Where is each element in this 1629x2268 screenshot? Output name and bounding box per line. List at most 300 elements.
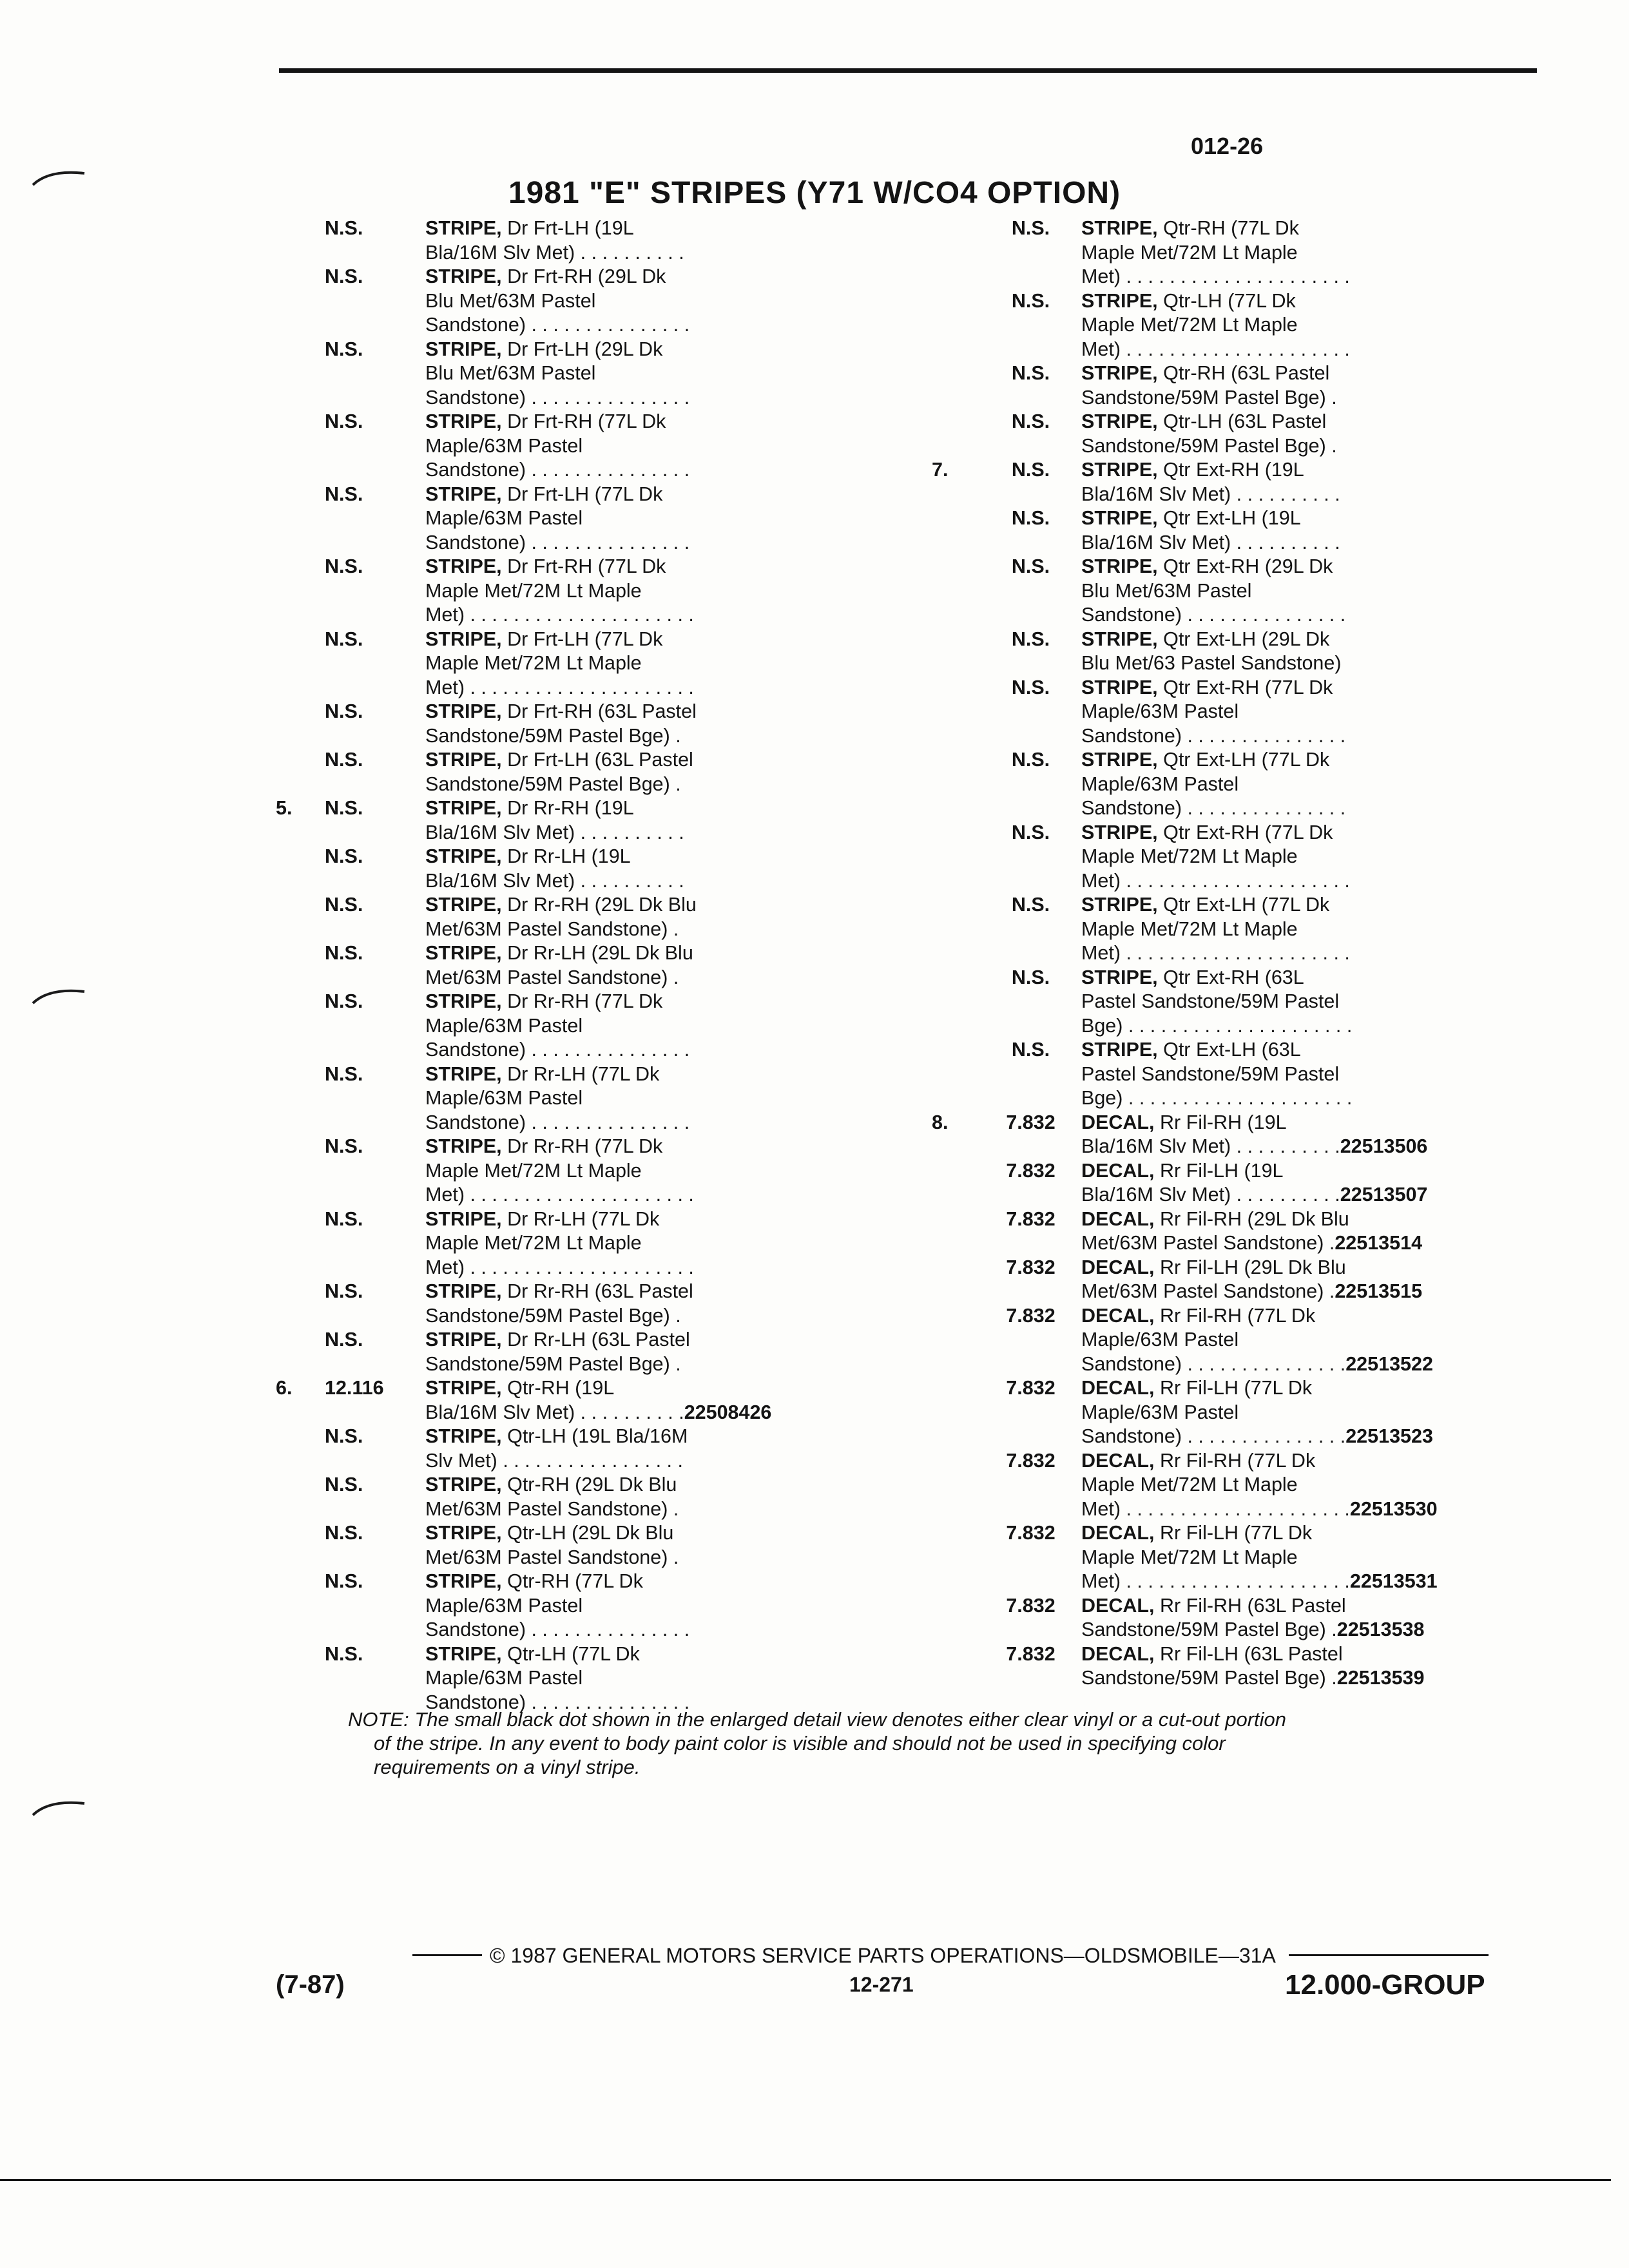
item-desc-line: Rr Fil-RH (77L Dk [1154, 1304, 1316, 1327]
item-desc-line: Maple/63M Pastel [425, 1594, 583, 1617]
part-entry [276, 410, 786, 483]
item-description [1081, 458, 1516, 506]
item-quantity-code: N.S. [1011, 410, 1050, 432]
item-desc-line: Sandstone) . . . . . . . . . . . . . . . [425, 531, 690, 553]
item-quantity-code: N.S. [1011, 821, 1050, 843]
item-ref [932, 966, 980, 1039]
item-desc-line: Qtr-LH (19L Bla/16M [501, 1425, 688, 1447]
item-desc-line: Maple/63M Pastel [1081, 1401, 1239, 1423]
item-ref [276, 893, 321, 941]
part-entry [276, 216, 786, 265]
item-quantity-code: N.S. [325, 265, 363, 287]
part-entry [276, 1280, 786, 1328]
item-desc-line: Dr Frt-RH (63L Pastel [501, 700, 697, 722]
item-keyword: STRIPE, [425, 797, 502, 819]
item-desc-line: Qtr-LH (77L Dk [1157, 289, 1296, 312]
part-entry [276, 1570, 786, 1642]
right-parts-column [932, 216, 1516, 1691]
item-desc-line: Dr Frt-LH (77L Dk [501, 483, 663, 505]
item-keyword: STRIPE, [425, 1207, 502, 1230]
part-number: 22513523 [1345, 1425, 1433, 1447]
item-keyword: STRIPE, [1081, 410, 1158, 432]
footer-rule [412, 1954, 482, 1956]
item-quantity-code: N.S. [1011, 555, 1050, 577]
item-keyword: DECAL, [1081, 1304, 1155, 1327]
part-entry [932, 1642, 1516, 1691]
part-entry [932, 1449, 1516, 1522]
part-entry [932, 1111, 1516, 1159]
item-ref: 5. [276, 797, 293, 819]
item-description [425, 628, 786, 700]
item-desc-line: Rr Fil-RH (77L Dk [1154, 1449, 1316, 1472]
top-rule [279, 68, 1537, 73]
item-ref [276, 1521, 321, 1570]
note-line: requirements on a vinyl stripe. [374, 1756, 641, 1778]
item-quantity-code: N.S. [1011, 1039, 1050, 1061]
part-entry [932, 1256, 1516, 1304]
item-keyword: STRIPE, [1081, 289, 1158, 312]
item-description [1081, 506, 1516, 555]
note [348, 1707, 1495, 1779]
item-quantity-code: 7.832 [1006, 1207, 1055, 1230]
item-quantity-code: 7.832 [1006, 1111, 1055, 1133]
part-entry [932, 748, 1516, 821]
item-keyword: STRIPE, [425, 942, 502, 964]
item-desc-line: Rr Fil-RH (19L [1154, 1111, 1287, 1133]
item-desc-line: Met) . . . . . . . . . . . . . . . . . . . . . [1081, 265, 1350, 287]
item-desc-line: Maple Met/72M Lt Maple [1081, 1546, 1298, 1568]
item-desc-line: Sandstone) . . . . . . . . . . . . . . . [1081, 1425, 1346, 1447]
item-desc-line: Blu Met/63M Pastel [1081, 579, 1252, 602]
item-desc-line: Met) . . . . . . . . . . . . . . . . . . . . . [1081, 942, 1350, 964]
item-description [425, 1328, 786, 1376]
item-desc-line: Sandstone) . . . . . . . . . . . . . . . [425, 1619, 690, 1640]
item-description [1081, 1449, 1516, 1522]
item-quantity-code: N.S. [325, 797, 363, 819]
item-desc-line: Sandstone) . . . . . . . . . . . . . . . [425, 1039, 690, 1061]
item-desc-line: Bla/16M Slv Met) . . . . . . . . . . [425, 241, 684, 264]
part-entry [932, 216, 1516, 289]
item-ref [276, 700, 321, 748]
item-keyword: STRIPE, [425, 265, 502, 287]
item-ref [932, 410, 980, 458]
item-keyword: DECAL, [1081, 1111, 1155, 1133]
item-description [425, 1062, 786, 1135]
part-entry [276, 555, 786, 628]
item-desc-line: Qtr Ext-LH (29L Dk [1157, 628, 1330, 650]
item-description [1081, 893, 1516, 966]
item-ref [932, 1159, 980, 1207]
item-desc-line: Dr Rr-RH (19L [501, 797, 634, 819]
item-desc-line: Qtr-RH (77L Dk [1157, 217, 1299, 239]
part-entry [932, 289, 1516, 362]
item-keyword: STRIPE, [425, 1474, 502, 1495]
footer-copyright: © 1987 GENERAL MOTORS SERVICE PARTS OPERATIONS—OLDSMOBILE—31A [490, 1944, 1276, 1967]
item-keyword: STRIPE, [1081, 362, 1158, 384]
part-entry [276, 700, 786, 748]
item-desc-line: Dr Rr-RH (63L Pastel [501, 1280, 693, 1302]
part-entry [932, 1038, 1516, 1111]
item-ref [932, 821, 980, 894]
footer-group: 12.000-GROUP [1285, 1969, 1485, 2001]
item-keyword: STRIPE, [1081, 507, 1158, 529]
item-desc-line: Qtr Ext-LH (77L Dk [1157, 894, 1330, 916]
item-desc-line: Dr Rr-LH (77L Dk [501, 1062, 660, 1085]
item-desc-line: Rr Fil-LH (19L [1154, 1159, 1284, 1182]
item-desc-line: Slv Met) . . . . . . . . . . . . . . . . . [425, 1449, 683, 1472]
item-desc-line: Maple Met/72M Lt Maple [1081, 1474, 1298, 1495]
page-code: 012-26 [1191, 133, 1264, 159]
item-desc-line: Maple/63M Pastel [1081, 700, 1239, 722]
page-title: 1981 "E" STRIPES (Y71 W/CO4 OPTION) [508, 176, 1121, 210]
item-description [425, 941, 786, 990]
item-desc-line: Sandstone) . . . . . . . . . . . . . . . [1081, 604, 1346, 626]
item-desc-line: Sandstone) . . . . . . . . . . . . . . . [425, 459, 690, 481]
part-entry [276, 796, 786, 845]
item-desc-line: Rr Fil-LH (63L Pastel [1154, 1642, 1343, 1665]
item-ref [932, 289, 980, 362]
item-keyword: STRIPE, [1081, 217, 1158, 239]
item-quantity-code: N.S. [325, 217, 363, 239]
item-description [425, 410, 786, 483]
item-description [425, 1376, 786, 1425]
item-ref [276, 483, 321, 555]
item-desc-line: Qtr Ext-RH (63L [1157, 966, 1304, 988]
item-keyword: STRIPE, [425, 1329, 502, 1350]
item-quantity-code: N.S. [325, 1474, 363, 1495]
part-number: 22513515 [1335, 1280, 1423, 1302]
item-keyword: STRIPE, [425, 1570, 502, 1592]
part-entry [276, 1062, 786, 1135]
item-quantity-code: N.S. [325, 1062, 363, 1085]
item-description [1081, 289, 1516, 362]
item-keyword: DECAL, [1081, 1207, 1155, 1230]
item-description [1081, 555, 1516, 628]
item-desc-line: Maple Met/72M Lt Maple [1081, 918, 1298, 940]
item-desc-line: Bla/16M Slv Met) . . . . . . . . . . [425, 869, 684, 892]
item-desc-line: Blu Met/63M Pastel [425, 289, 596, 312]
item-desc-line: Qtr-RH (63L Pastel [1157, 362, 1330, 384]
item-quantity-code: N.S. [325, 410, 363, 432]
item-desc-line: Bla/16M Slv Met) . . . . . . . . . . [1081, 1135, 1340, 1157]
item-ref [932, 1642, 980, 1691]
footer-page-number: 12-271 [849, 1973, 914, 1996]
item-quantity-code: N.S. [1011, 628, 1050, 650]
item-keyword: STRIPE, [425, 555, 502, 577]
item-keyword: STRIPE, [1081, 1039, 1158, 1061]
item-description [425, 1280, 786, 1328]
item-desc-line: Met) . . . . . . . . . . . . . . . . . . . . . [425, 1256, 694, 1278]
item-keyword: STRIPE, [425, 1425, 502, 1447]
item-desc-line: Qtr Ext-RH (19L [1157, 459, 1304, 481]
part-entry [932, 893, 1516, 966]
item-keyword: STRIPE, [425, 700, 502, 722]
item-ref [276, 265, 321, 338]
item-keyword: STRIPE, [425, 1522, 502, 1544]
item-desc-line: Met/63M Pastel Sandstone) . [425, 1546, 679, 1568]
part-entry [932, 1207, 1516, 1256]
item-desc-line: Maple Met/72M Lt Maple [425, 1159, 642, 1182]
item-quantity-code: N.S. [1011, 676, 1050, 698]
part-entry [932, 966, 1516, 1039]
item-ref [276, 338, 321, 410]
item-desc-line: Dr Frt-LH (77L Dk [501, 628, 663, 650]
item-desc-line: Rr Fil-LH (77L Dk [1154, 1522, 1313, 1544]
item-desc-line: Sandstone) . . . . . . . . . . . . . . . [1081, 797, 1346, 819]
part-entry [276, 1473, 786, 1521]
item-desc-line: Maple/63M Pastel [1081, 1329, 1239, 1350]
item-description [1081, 1376, 1516, 1449]
part-entry [276, 1425, 786, 1473]
item-description [425, 216, 786, 265]
item-ref [276, 410, 321, 483]
item-desc-line: Pastel Sandstone/59M Pastel [1081, 1062, 1340, 1085]
item-quantity-code: N.S. [325, 1642, 363, 1665]
item-description [1081, 1038, 1516, 1111]
item-keyword: STRIPE, [1081, 628, 1158, 650]
item-desc-line: Maple Met/72M Lt Maple [1081, 314, 1298, 336]
item-desc-line: Met/63M Pastel Sandstone) . [1081, 1280, 1335, 1302]
item-keyword: DECAL, [1081, 1594, 1155, 1617]
item-desc-line: Maple Met/72M Lt Maple [425, 652, 642, 674]
item-description [1081, 676, 1516, 749]
item-description [425, 990, 786, 1062]
item-quantity-code: N.S. [325, 894, 363, 916]
item-description [425, 893, 786, 941]
item-desc-line: Sandstone) . . . . . . . . . . . . . . . [425, 1111, 690, 1133]
item-description [425, 1425, 786, 1473]
item-description [1081, 821, 1516, 894]
item-desc-line: Met) . . . . . . . . . . . . . . . . . . . . . [425, 604, 694, 626]
item-desc-line: Qtr-RH (29L Dk Blu [501, 1474, 677, 1495]
part-entry [932, 821, 1516, 894]
item-quantity-code: N.S. [325, 700, 363, 722]
item-keyword: STRIPE, [1081, 821, 1158, 843]
item-desc-line: Qtr-LH (63L Pastel [1157, 410, 1327, 432]
note-line: NOTE: The small black dot shown in the enlarged detail view denotes either clear vinyl or a cut-out portion [348, 1708, 1287, 1731]
item-ref [276, 845, 321, 893]
item-quantity-code: 7.832 [1006, 1159, 1055, 1182]
part-number: 22513538 [1336, 1619, 1425, 1640]
item-ref [932, 748, 980, 821]
item-quantity-code: 7.832 [1006, 1522, 1055, 1544]
part-number: 22513531 [1349, 1570, 1438, 1592]
item-ref [932, 1521, 980, 1594]
margin-mark [30, 1794, 88, 1820]
item-desc-line: Dr Rr-RH (77L Dk [501, 990, 663, 1012]
item-desc-line: Met) . . . . . . . . . . . . . . . . . . . . . [1081, 1497, 1350, 1520]
item-keyword: DECAL, [1081, 1256, 1155, 1278]
item-ref [932, 1038, 980, 1111]
part-number: 22513514 [1335, 1232, 1423, 1254]
item-ref [932, 676, 980, 749]
part-entry [276, 628, 786, 700]
item-description [1081, 1256, 1516, 1304]
item-description [425, 748, 786, 796]
part-number: 22513522 [1345, 1352, 1433, 1375]
item-quantity-code: N.S. [1011, 217, 1050, 239]
item-desc-line: Bla/16M Slv Met) . . . . . . . . . . [425, 1401, 684, 1423]
item-desc-line: Met) . . . . . . . . . . . . . . . . . . . . . [1081, 1570, 1350, 1592]
item-desc-line: Bge) . . . . . . . . . . . . . . . . . . . . . [1081, 1087, 1353, 1109]
item-desc-line: Maple/63M Pastel [425, 1667, 583, 1689]
item-desc-line: Bla/16M Slv Met) . . . . . . . . . . [1081, 531, 1340, 553]
part-number: 22513539 [1336, 1667, 1425, 1689]
item-description [1081, 1594, 1516, 1642]
item-desc-line: Met/63M Pastel Sandstone) . [425, 966, 679, 988]
item-ref [276, 1280, 321, 1328]
item-description [425, 555, 786, 628]
item-desc-line: Qtr Ext-LH (63L [1157, 1039, 1301, 1061]
item-ref [276, 1135, 321, 1207]
margin-mark [30, 983, 88, 1008]
part-entry [932, 458, 1516, 506]
item-description [425, 845, 786, 893]
item-description [425, 1642, 786, 1715]
bottom-rule [0, 2179, 1611, 2181]
part-entry [276, 1135, 786, 1207]
item-ref [276, 216, 321, 265]
part-entry [276, 941, 786, 990]
item-description [1081, 216, 1516, 289]
item-keyword: STRIPE, [425, 217, 502, 239]
footer-rule [1289, 1954, 1489, 1956]
item-keyword: STRIPE, [1081, 894, 1158, 916]
item-description [1081, 1207, 1516, 1256]
item-desc-line: Sandstone) . . . . . . . . . . . . . . . [1081, 724, 1346, 747]
item-desc-line: Maple Met/72M Lt Maple [425, 579, 642, 602]
part-number: 22513530 [1349, 1497, 1438, 1520]
item-description [425, 265, 786, 338]
item-desc-line: Qtr Ext-LH (19L [1157, 507, 1301, 529]
item-desc-line: Maple/63M Pastel [425, 434, 583, 457]
item-quantity-code: N.S. [325, 555, 363, 577]
item-keyword: DECAL, [1081, 1449, 1155, 1472]
item-quantity-code: N.S. [1011, 362, 1050, 384]
item-desc-line: Sandstone/59M Pastel Bge) . [425, 724, 681, 747]
item-keyword: DECAL, [1081, 1522, 1155, 1544]
item-keyword: DECAL, [1081, 1159, 1155, 1182]
item-ref [276, 941, 321, 990]
item-description [1081, 966, 1516, 1039]
item-description [1081, 748, 1516, 821]
item-quantity-code: N.S. [1011, 507, 1050, 529]
item-ref: 8. [932, 1111, 949, 1133]
item-ref [276, 1207, 321, 1280]
item-description [1081, 1111, 1516, 1159]
item-description [1081, 1642, 1516, 1691]
item-ref [932, 1256, 980, 1304]
item-ref [932, 1376, 980, 1449]
item-desc-line: Dr Frt-RH (77L Dk [501, 410, 666, 432]
item-keyword: STRIPE, [425, 845, 502, 867]
part-entry [932, 1304, 1516, 1377]
item-keyword: STRIPE, [425, 1280, 502, 1302]
item-desc-line: Bla/16M Slv Met) . . . . . . . . . . [1081, 1184, 1340, 1206]
part-entry [932, 410, 1516, 458]
item-desc-line: Sandstone) . . . . . . . . . . . . . . . [425, 386, 690, 408]
item-description [1081, 1521, 1516, 1594]
item-quantity-code: N.S. [1011, 459, 1050, 481]
item-ref [932, 1449, 980, 1522]
item-ref: 7. [932, 459, 949, 481]
item-desc-line: Maple Met/72M Lt Maple [425, 1232, 642, 1254]
item-quantity-code: N.S. [1011, 749, 1050, 771]
item-keyword: STRIPE, [425, 1135, 502, 1157]
part-entry [276, 1328, 786, 1376]
item-description [425, 1135, 786, 1207]
item-quantity-code: N.S. [325, 483, 363, 505]
footer-date: (7-87) [276, 1970, 345, 1999]
item-quantity-code: 7.832 [1006, 1449, 1055, 1472]
item-desc-line: Qtr Ext-RH (29L Dk [1157, 555, 1333, 577]
part-entry [932, 1159, 1516, 1207]
item-quantity-code: N.S. [325, 338, 363, 360]
item-desc-line: Sandstone) . . . . . . . . . . . . . . . [425, 1691, 690, 1713]
item-desc-line: Sandstone/59M Pastel Bge) . [1081, 1619, 1337, 1640]
item-desc-line: Dr Rr-RH (77L Dk [501, 1135, 663, 1157]
item-desc-line: Dr Rr-LH (19L [501, 845, 631, 867]
item-quantity-code: N.S. [1011, 966, 1050, 988]
item-keyword: DECAL, [1081, 1642, 1155, 1665]
part-number: 22513507 [1340, 1184, 1428, 1206]
item-quantity-code: 7.832 [1006, 1594, 1055, 1617]
part-entry [276, 338, 786, 410]
item-desc-line: Sandstone/59M Pastel Bge) . [425, 773, 681, 795]
item-ref [932, 1594, 980, 1642]
item-ref [276, 628, 321, 700]
part-number: 22508426 [684, 1401, 772, 1423]
item-quantity-code: N.S. [325, 1329, 363, 1350]
item-quantity-code: 7.832 [1006, 1304, 1055, 1327]
item-ref [932, 893, 980, 966]
item-desc-line: Sandstone/59M Pastel Bge) . [425, 1352, 681, 1375]
part-entry [276, 265, 786, 338]
item-keyword: STRIPE, [425, 894, 502, 916]
item-keyword: STRIPE, [425, 990, 502, 1012]
item-quantity-code: N.S. [325, 1522, 363, 1544]
item-description [425, 1521, 786, 1570]
item-desc-line: Sandstone/59M Pastel Bge) . [1081, 1667, 1337, 1689]
item-keyword: STRIPE, [425, 483, 502, 505]
item-quantity-code: N.S. [1011, 894, 1050, 916]
item-description [1081, 361, 1516, 410]
item-desc-line: Met/63M Pastel Sandstone) . [425, 918, 679, 940]
item-desc-line: Maple/63M Pastel [425, 1014, 583, 1037]
item-description [425, 1570, 786, 1642]
item-desc-line: Maple/63M Pastel [425, 1087, 583, 1109]
item-ref [276, 1062, 321, 1135]
part-entry [932, 1594, 1516, 1642]
item-keyword: STRIPE, [425, 1062, 502, 1085]
item-ref [276, 748, 321, 796]
item-ref [276, 1425, 321, 1473]
item-description [1081, 628, 1516, 676]
item-keyword: STRIPE, [425, 628, 502, 650]
part-entry [932, 676, 1516, 749]
item-desc-line: Sandstone/59M Pastel Bge) . [425, 1304, 681, 1327]
part-entry [932, 506, 1516, 555]
item-quantity-code: 7.832 [1006, 1256, 1055, 1278]
item-quantity-code: N.S. [325, 1207, 363, 1230]
part-entry [932, 1376, 1516, 1449]
item-desc-line: Met/63M Pastel Sandstone) . [425, 1497, 679, 1520]
item-description [1081, 1304, 1516, 1377]
item-ref [276, 1642, 321, 1715]
item-ref [276, 555, 321, 628]
item-desc-line: Met/63M Pastel Sandstone) . [1081, 1232, 1335, 1254]
item-keyword: STRIPE, [1081, 459, 1158, 481]
